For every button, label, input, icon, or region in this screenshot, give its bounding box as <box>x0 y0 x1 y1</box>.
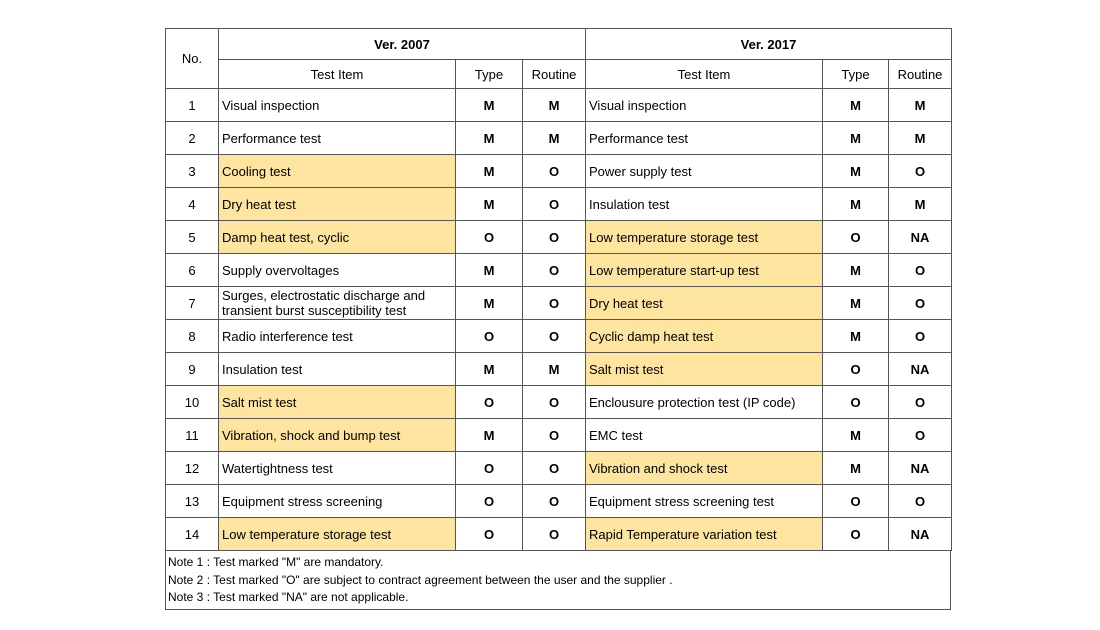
row-number: 10 <box>166 386 219 419</box>
test-comparison-document <box>165 28 951 610</box>
test-item-2007: Equipment stress screening <box>219 485 456 518</box>
type-2017: M <box>823 320 889 353</box>
routine-2017: O <box>889 254 952 287</box>
table-row <box>166 353 952 386</box>
table-row <box>166 485 952 518</box>
routine-2007: O <box>523 155 586 188</box>
table-row <box>166 188 952 221</box>
routine-2017: M <box>889 188 952 221</box>
test-item-2007: Performance test <box>219 122 456 155</box>
routine-2007: O <box>523 221 586 254</box>
row-number: 9 <box>166 353 219 386</box>
header-type-2017: Type <box>823 60 889 89</box>
test-item-2007: Visual inspection <box>219 89 456 122</box>
test-item-2017: Low temperature storage test <box>586 221 823 254</box>
header-no: No. <box>166 29 219 89</box>
header-ver-2007: Ver. 2007 <box>219 29 586 60</box>
type-2017: M <box>823 287 889 320</box>
type-2017: O <box>823 386 889 419</box>
test-item-2007: Cooling test <box>219 155 456 188</box>
test-item-2017: Rapid Temperature variation test <box>586 518 823 551</box>
test-item-2007: Surges, electrostatic discharge and transient burst susceptibility test <box>219 287 456 320</box>
type-2007: M <box>456 254 523 287</box>
test-item-2007: Supply overvoltages <box>219 254 456 287</box>
type-2007: M <box>456 188 523 221</box>
type-2017: M <box>823 122 889 155</box>
table-row <box>166 155 952 188</box>
test-item-2017: Visual inspection <box>586 89 823 122</box>
routine-2007: O <box>523 188 586 221</box>
type-2007: O <box>456 518 523 551</box>
row-number: 4 <box>166 188 219 221</box>
row-number: 6 <box>166 254 219 287</box>
type-2007: M <box>456 155 523 188</box>
test-item-2007: Damp heat test, cyclic <box>219 221 456 254</box>
type-2007: M <box>456 89 523 122</box>
type-2007: M <box>456 287 523 320</box>
routine-2017: M <box>889 89 952 122</box>
test-item-2017: Power supply test <box>586 155 823 188</box>
routine-2017: O <box>889 320 952 353</box>
routine-2017: NA <box>889 452 952 485</box>
header-test-item-2007: Test Item <box>219 60 456 89</box>
test-item-2017: Low temperature start-up test <box>586 254 823 287</box>
header-type-2007: Type <box>456 60 523 89</box>
type-2017: M <box>823 254 889 287</box>
routine-2017: O <box>889 155 952 188</box>
table-row <box>166 89 952 122</box>
test-item-2007: Watertightness test <box>219 452 456 485</box>
routine-2017: M <box>889 122 952 155</box>
header-ver-2017: Ver. 2017 <box>586 29 952 60</box>
routine-2007: M <box>523 353 586 386</box>
note-3: Note 3 : Test marked "NA" are not applicable. <box>168 590 409 604</box>
type-2017: O <box>823 221 889 254</box>
test-item-2017: Equipment stress screening test <box>586 485 823 518</box>
type-2007: M <box>456 419 523 452</box>
type-2017: M <box>823 419 889 452</box>
type-2007: O <box>456 386 523 419</box>
routine-2017: O <box>889 287 952 320</box>
type-2017: O <box>823 518 889 551</box>
routine-2017: O <box>889 485 952 518</box>
routine-2007: O <box>523 386 586 419</box>
table-row <box>166 287 952 320</box>
type-2017: M <box>823 89 889 122</box>
row-number: 12 <box>166 452 219 485</box>
routine-2007: O <box>523 485 586 518</box>
routine-2007: M <box>523 122 586 155</box>
test-item-2007: Insulation test <box>219 353 456 386</box>
note-1: Note 1 : Test marked "M" are mandatory. <box>168 555 384 569</box>
test-item-2017: Dry heat test <box>586 287 823 320</box>
routine-2017: NA <box>889 518 952 551</box>
type-2007: M <box>456 353 523 386</box>
row-number: 2 <box>166 122 219 155</box>
routine-2007: M <box>523 89 586 122</box>
test-item-2017: EMC test <box>586 419 823 452</box>
note-2: Note 2 : Test marked "O" are subject to contract agreement between the user and the supplier . <box>168 572 673 587</box>
row-number: 3 <box>166 155 219 188</box>
type-2017: M <box>823 188 889 221</box>
type-2017: O <box>823 485 889 518</box>
routine-2017: O <box>889 386 952 419</box>
test-comparison-table <box>165 28 952 551</box>
row-number: 13 <box>166 485 219 518</box>
routine-2007: O <box>523 419 586 452</box>
test-item-2007: Dry heat test <box>219 188 456 221</box>
routine-2007: O <box>523 518 586 551</box>
table-row <box>166 254 952 287</box>
test-item-2007: Low temperature storage test <box>219 518 456 551</box>
test-item-2017: Insulation test <box>586 188 823 221</box>
type-2007: M <box>456 122 523 155</box>
test-item-2017: Performance test <box>586 122 823 155</box>
table-row <box>166 419 952 452</box>
header-routine-2007: Routine <box>523 60 586 89</box>
routine-2007: O <box>523 452 586 485</box>
test-item-2007: Salt mist test <box>219 386 456 419</box>
table-body <box>166 89 952 551</box>
routine-2007: O <box>523 287 586 320</box>
type-2007: O <box>456 320 523 353</box>
routine-2007: O <box>523 254 586 287</box>
type-2007: O <box>456 452 523 485</box>
header-test-item-2017: Test Item <box>586 60 823 89</box>
test-item-2007: Vibration, shock and bump test <box>219 419 456 452</box>
row-number: 5 <box>166 221 219 254</box>
test-item-2017: Vibration and shock test <box>586 452 823 485</box>
table-row <box>166 452 952 485</box>
type-2017: O <box>823 353 889 386</box>
test-item-2017: Salt mist test <box>586 353 823 386</box>
routine-2017: O <box>889 419 952 452</box>
test-item-2007: Radio interference test <box>219 320 456 353</box>
type-2017: M <box>823 155 889 188</box>
header-routine-2017: Routine <box>889 60 952 89</box>
routine-2007: O <box>523 320 586 353</box>
test-item-2017: Cyclic damp heat test <box>586 320 823 353</box>
table-row <box>166 221 952 254</box>
test-item-2017: Enclousure protection test (IP code) <box>586 386 823 419</box>
routine-2017: NA <box>889 221 952 254</box>
type-2017: M <box>823 452 889 485</box>
notes <box>165 551 951 610</box>
table-row <box>166 122 952 155</box>
table-row <box>166 518 952 551</box>
table-row <box>166 386 952 419</box>
routine-2017: NA <box>889 353 952 386</box>
row-number: 8 <box>166 320 219 353</box>
type-2007: O <box>456 221 523 254</box>
row-number: 14 <box>166 518 219 551</box>
type-2007: O <box>456 485 523 518</box>
row-number: 11 <box>166 419 219 452</box>
row-number: 1 <box>166 89 219 122</box>
table-row <box>166 320 952 353</box>
row-number: 7 <box>166 287 219 320</box>
